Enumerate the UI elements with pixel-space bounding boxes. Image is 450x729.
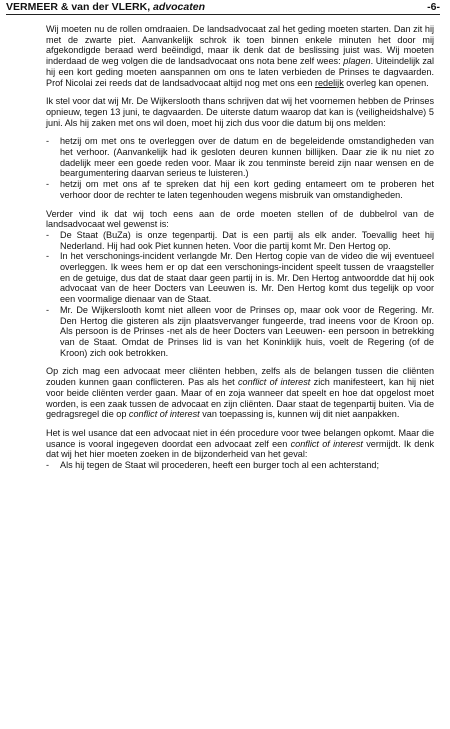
firm-suffix: advocaten: [153, 1, 205, 13]
list-item: - hetzij om met ons af te spreken dat hij een kort geding entameert om te proberen het verhoor door de rechter te laten tegenhouden wegens misbruik van omstandigheden.: [46, 179, 434, 200]
text-run: Op zich mag een advocaat meer cliënten hebben, zelfs als de belangen tussen die cliënten zouden kunnen gaan conflicteren. Pas als het: [46, 366, 434, 388]
firm-name: [6, 1, 205, 14]
page-number: -6-: [427, 1, 440, 13]
page-header: [6, 0, 440, 15]
list-item: - De Staat (BuZa) is onze tegenpartij. Dat is een partij als elk ander. Toevallig heet hij Nederland. Hij had ook Piet kunnen heten. Voor die partij komt Mr. Den Hertog op.: [46, 230, 434, 251]
text-run: . Uiteindelijk zal hij een kort geding moeten aanspannen om ons te laten verbieden de Prinses te dagvaarden. Prof Nicolai zei reeds dat de landsadvocaat altijd nog met ons een: [46, 56, 435, 88]
italic-run: plagen: [343, 56, 371, 67]
text-run: Wij moeten nu de rollen omdraaien. De landsadvocaat zal het geding moeten starten. Dan zit hij met de zwarte piet. Aanvankelijk schrok ik toen binnen enkele minuten het door mij afgekondigde beraad werd beëindigd, maar ik denk dat de beslissing juist was. Wij moeten inderdaad de weg volgen die de landsadvocaat ons nota bene zelf wees:: [46, 24, 434, 67]
paragraph-1: [46, 24, 434, 88]
paragraph-4: [46, 366, 434, 420]
list-1: [46, 136, 434, 200]
firm-name-text: VERMEER & van der VLERK,: [6, 1, 151, 13]
list-item: - In het verschonings-incident verlangde Mr. Den Hertog copie van de video die wij eventueel overleggen. Ik wees hem er op dat een verschonings-incident speelt tussen de vraagsteller en de getuige, dus dat de staat daar geen partij in is. Mr. Den Hertog antwoordde dat hij ook advocaat van de heer Docters van Leeuwen is. Mr. Den Hertog komt dus tegelijk op voor een voormalige dienaar van de Staat.: [46, 251, 434, 305]
list-2: [46, 230, 434, 358]
paragraph-3: Verder vind ik dat wij toch eens aan de orde moeten stellen of de dubbelrol van de landsadvocaat wel gewenst is:: [46, 208, 434, 230]
text-run: overleg kan openen.: [346, 77, 429, 88]
text-run: Het is wel usance dat een advocaat niet in één procedure voor twee belangen opkomt. Maar die usance is vooral ingegeven doordat een advocaat zelf een: [46, 427, 434, 449]
text-run: van toepassing is, kunnen wij dit niet aanpakken.: [202, 409, 400, 420]
paragraph-2: Ik stel voor dat wij Mr. De Wijkerslooth thans schrijven dat wij het voornemen hebben de Prinses opnieuw, tegen 13 juni, te dagvaarden. De uiterste datum waarop dat kan is (veiligheidshalve) 5 juni. Als hij zaken met ons wil doen, moet hij zich dus voor die datum bij ons melden:: [46, 96, 434, 128]
text-run: vermijdt. Ik denk dat wij het hier moeten zoeken in de bijzonderheid van het geval:: [46, 438, 434, 460]
list-3: [46, 460, 434, 471]
list-item: - hetzij om met ons te overleggen over de datum en de begeleidende omstandigheden van het verhoor. (Aanvankelijk had ik gesloten deuren kunnen billijken. Daar zie ik nu niet zo dadelijk meer een goede reden voor. Maar ik zou tenminste bereid zijn naar wensen en de beargumentering daarvan serieus te luisteren.): [46, 136, 434, 179]
italic-run: conflict of interest: [128, 409, 200, 420]
paragraph-5: [46, 428, 434, 460]
text-run: zich manifesteert, kan hij niet voor beide cliënten verder gaan. Maar of en zoja wanneer dat speelt en hoe dat opgelost moet worden, is een zaak tussen de advocaat en zijn cliënten. Daar staat de tegenpartij buiten. Via de gedragsregel die op: [46, 377, 435, 420]
italic-run: conflict of interest: [290, 438, 363, 449]
italic-run: conflict of interest: [238, 377, 311, 388]
underlined-run: redelijk: [314, 77, 344, 88]
letter-body: [46, 24, 434, 479]
list-item: - Als hij tegen de Staat wil procederen, heeft een burger toch al een achterstand;: [46, 460, 434, 471]
list-item: - Mr. De Wijkerslooth komt niet alleen voor de Prinses op, maar ook voor de Regering. Mr. Den Hertog die gisteren als zijn plaatsvervanger fungeerde, trad ineens voor de Kroon op. Als persoon is de Prinses -net als de heer Docters van Leeuwen- een persoon in betrekking van de Staat. Omdat de Prinses lid is van het Koninklijk huis, voelt de Regering (of de Kroon) zich ook betrokken.: [46, 305, 434, 359]
